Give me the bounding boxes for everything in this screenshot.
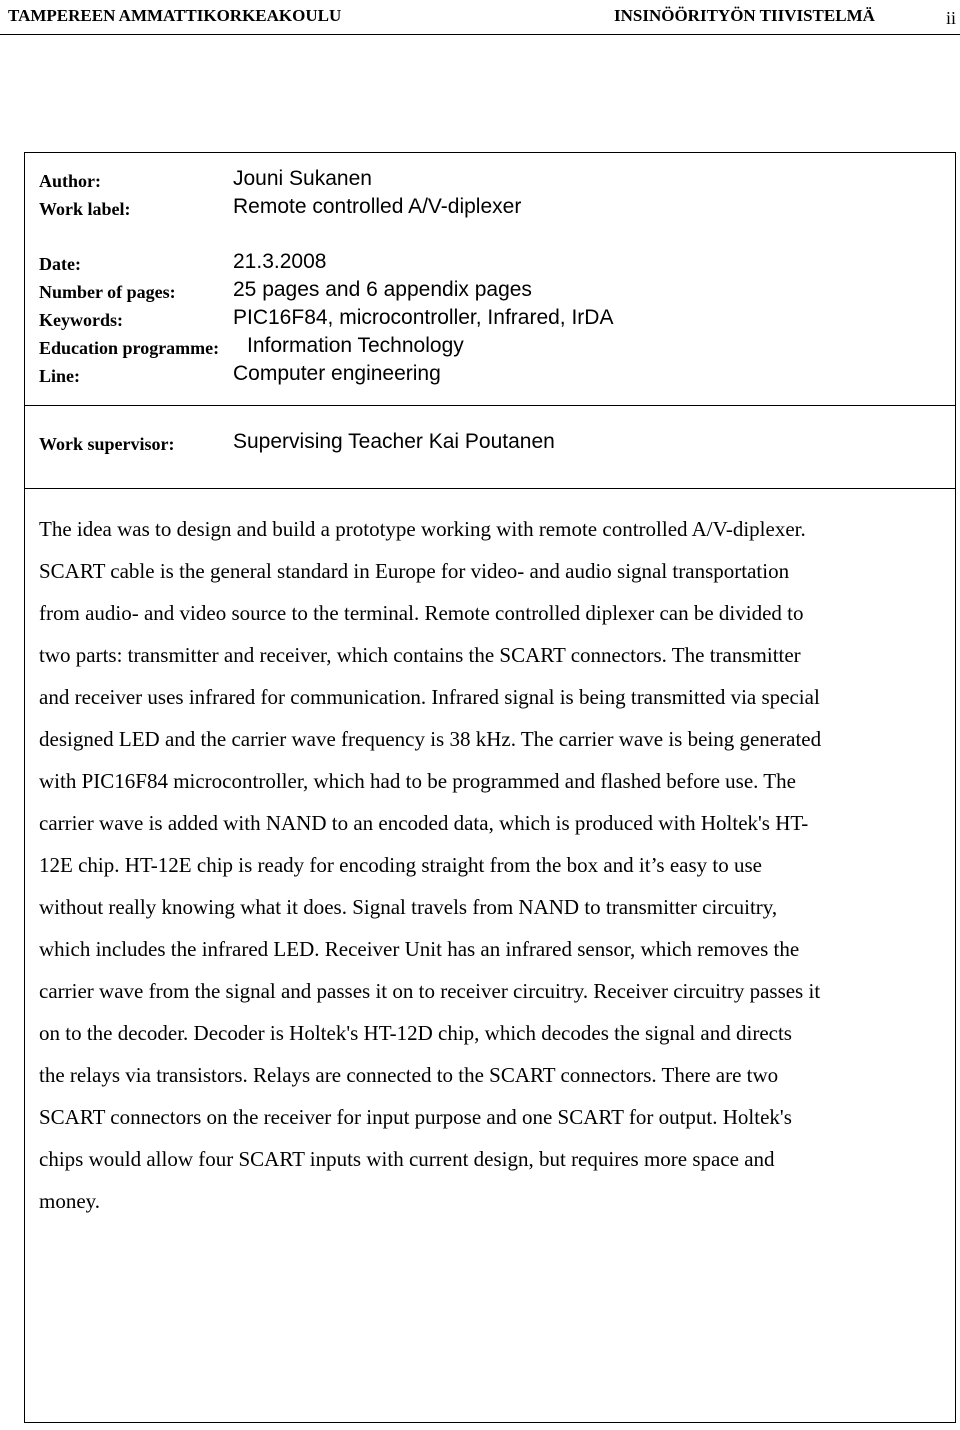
programme-label: Education programme:: [39, 338, 220, 358]
line-value: Computer engineering: [233, 362, 441, 385]
author-value: Jouni Sukanen: [233, 167, 372, 190]
pages-value: 25 pages and 6 appendix pages: [233, 278, 532, 301]
abstract-line: which includes the infrared LED. Receiver Unit has an infrared sensor, which removes the: [39, 937, 800, 961]
abstract-line: carrier wave from the signal and passes it on to receiver circuitry. Receiver circuitry passes it: [39, 979, 821, 1003]
line-label: Line:: [39, 366, 81, 386]
work-label-value: Remote controlled A/V-diplexer: [233, 195, 522, 218]
page-number: ii: [946, 8, 957, 28]
date-value: 21.3.2008: [233, 250, 327, 273]
abstract-line: from audio- and video source to the terminal. Remote controlled diplexer can be divided to: [39, 601, 804, 625]
date-label: Date:: [39, 254, 81, 274]
abstract-line: money.: [39, 1189, 101, 1213]
author-label: Author:: [39, 171, 101, 191]
keywords-value: PIC16F84, microcontroller, Infrared, IrDA: [233, 306, 614, 329]
page-header: [8, 6, 956, 32]
supervisor-label: Work supervisor:: [39, 434, 175, 454]
abstract-line: designed LED and the carrier wave frequency is 38 kHz. The carrier wave is being generated: [39, 727, 822, 751]
abstract-line: the relays via transistors. Relays are connected to the SCART connectors. There are two: [39, 1063, 779, 1087]
abstract-line: with PIC16F84 microcontroller, which had to be programmed and flashed before use. The: [39, 769, 796, 793]
abstract-line: without really knowing what it does. Signal travels from NAND to transmitter circuitry,: [39, 895, 778, 919]
keywords-label: Keywords:: [39, 310, 123, 330]
abstract-line: The idea was to design and build a prototype working with remote controlled A/V-diplexer.: [39, 517, 806, 541]
university-name: TAMPEREEN AMMATTIKORKEAKOULU: [8, 6, 342, 25]
supervisor-value: Supervising Teacher Kai Poutanen: [233, 430, 555, 453]
abstract-line: on to the decoder. Decoder is Holtek's HT-12D chip, which decodes the signal and directs: [39, 1021, 792, 1045]
abstract-line: 12E chip. HT-12E chip is ready for encoding straight from the box and it’s easy to use: [39, 853, 762, 877]
abstract-line: and receiver uses infrared for communication. Infrared signal is being transmitted via special: [39, 685, 820, 709]
header-rule: [0, 34, 960, 35]
document-type: INSINÖÖRITYÖN TIIVISTELMÄ: [614, 6, 875, 25]
work-label-label: Work label:: [39, 199, 131, 219]
abstract-line: two parts: transmitter and receiver, which contains the SCART connectors. The transmitter: [39, 643, 801, 667]
abstract-line: carrier wave is added with NAND to an encoded data, which is produced with Holtek's HT-: [39, 811, 809, 835]
divider-supervisor-abstract: [24, 488, 956, 489]
pages-label: Number of pages:: [39, 282, 176, 302]
abstract-line: SCART connectors on the receiver for input purpose and one SCART for output. Holtek's: [39, 1105, 792, 1129]
divider-meta-supervisor: [24, 405, 956, 406]
abstract-line: SCART cable is the general standard in Europe for video- and audio signal transportation: [39, 559, 790, 583]
abstract-line: chips would allow four SCART inputs with current design, but requires more space and: [39, 1147, 775, 1171]
abstract-text: [39, 508, 951, 1222]
programme-value: Information Technology: [247, 334, 464, 357]
